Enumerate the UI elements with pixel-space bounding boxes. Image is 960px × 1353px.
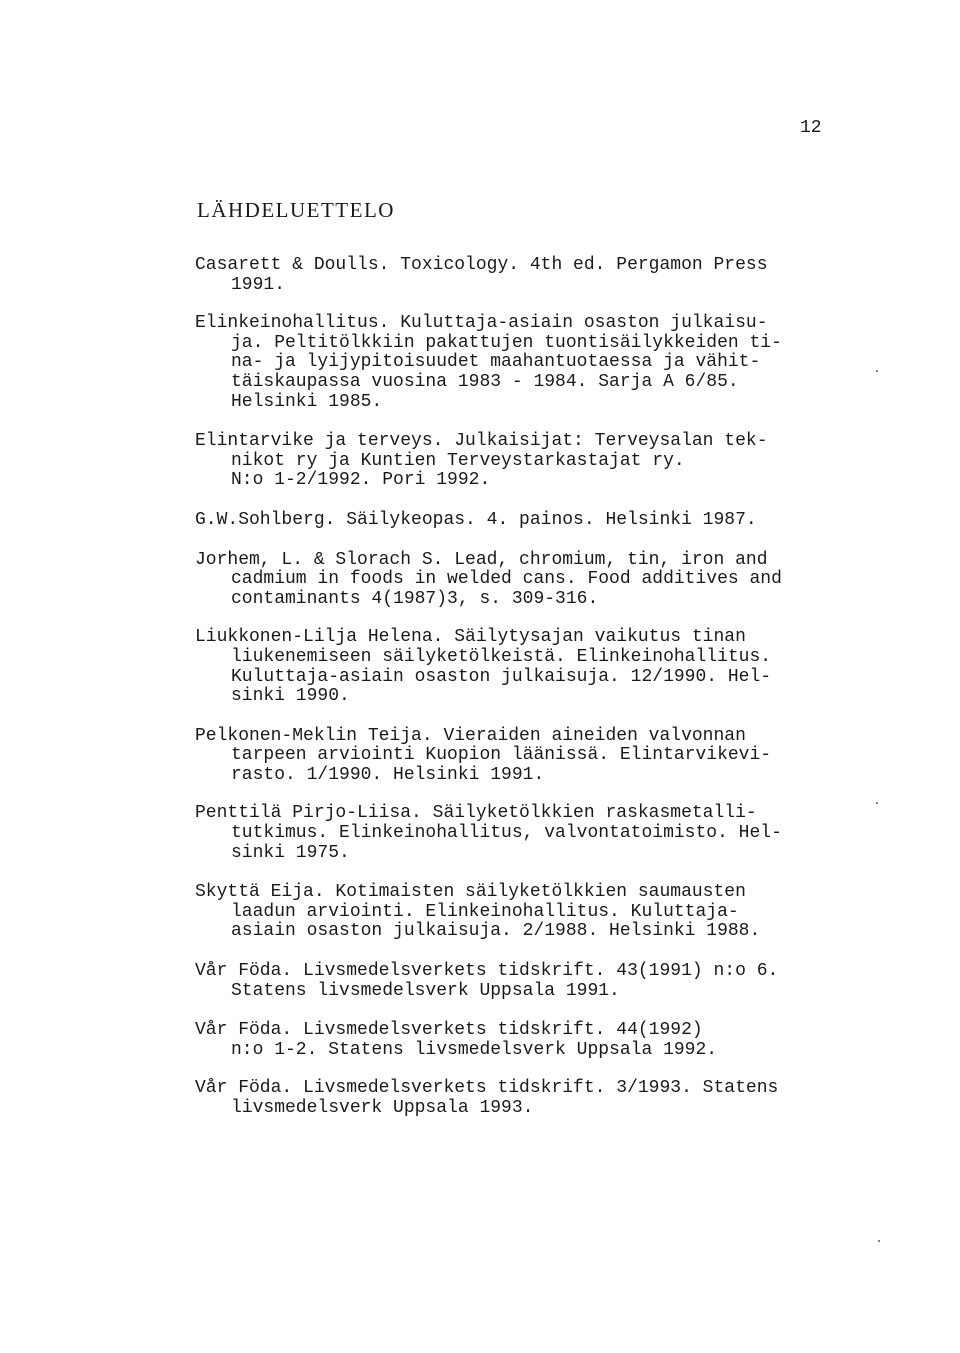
reference-line: tarpeen arviointi Kuopion läänissä. Elintarvikevi- — [231, 745, 772, 766]
reference-line: contaminants 4(1987)3, s. 309-316. — [231, 588, 599, 609]
reference-entry — [195, 314, 845, 412]
reference-line: ja. Peltitölkkiin pakattujen tuontisäilykkeiden ti- — [231, 332, 782, 353]
reference-entry — [195, 1079, 845, 1118]
reference-entry — [195, 883, 845, 942]
reference-line: Skyttä Eija. Kotimaisten säilyketölkkien saumausten — [195, 882, 746, 903]
reference-entry — [195, 511, 845, 531]
reference-line: Kuluttaja-asiain osaston julkaisuja. 12/1990. Hel- — [231, 666, 772, 687]
reference-line: sinki 1975. — [231, 842, 350, 863]
scan-speck — [878, 1240, 880, 1242]
reference-list — [195, 256, 845, 1119]
scan-speck — [876, 370, 878, 372]
reference-line: rasto. 1/1990. Helsinki 1991. — [231, 764, 545, 785]
reference-line: Casarett & Doulls. Toxicology. 4th ed. Pergamon Press — [195, 255, 768, 275]
reference-entry — [195, 551, 845, 610]
reference-entry — [195, 628, 845, 706]
reference-entry — [195, 256, 845, 295]
reference-line: Vår Föda. Livsmedelsverkets tidskrift. 3/1993. Statens — [195, 1078, 779, 1099]
reference-entry — [195, 1021, 845, 1060]
reference-line: laadun arviointi. Elinkeinohallitus. Kuluttaja- — [231, 901, 739, 922]
reference-line: Helsinki 1985. — [231, 391, 383, 412]
reference-line: täiskaupassa vuosina 1983 - 1984. Sarja A 6/85. — [231, 371, 739, 392]
reference-entry — [195, 804, 845, 863]
reference-line: N:o 1-2/1992. Pori 1992. — [231, 470, 491, 491]
reference-line: liukenemiseen säilyketölkeistä. Elinkeinohallitus. — [231, 646, 772, 667]
reference-line: na- ja lyijypitoisuudet maahantuotaessa ja vähit- — [231, 352, 761, 373]
reference-line: livsmedelsverk Uppsala 1993. — [231, 1098, 534, 1118]
scan-speck — [876, 802, 878, 804]
reference-line: Liukkonen-Lilja Helena. Säilytysajan vaikutus tinan — [195, 627, 746, 648]
page-title: LÄHDELUETTELO — [197, 198, 395, 222]
reference-line: 1991. — [231, 274, 286, 295]
reference-line: cadmium in foods in welded cans. Food additives and — [231, 569, 782, 590]
reference-line: G.W.Sohlberg. Säilykeopas. 4. painos. Helsinki 1987. — [195, 509, 757, 530]
reference-line: nikot ry ja Kuntien Terveystarkastajat ry. — [231, 450, 685, 471]
reference-line: tutkimus. Elinkeinohallitus, valvontatoimisto. Hel- — [231, 823, 782, 844]
reference-entry — [195, 432, 845, 491]
reference-line: Elintarvike ja terveys. Julkaisijat: Terveysalan tek- — [195, 431, 768, 452]
page-number: 12 — [800, 118, 822, 138]
reference-line: asiain osaston julkaisuja. 2/1988. Helsinki 1988. — [231, 921, 761, 942]
reference-line: Vår Föda. Livsmedelsverkets tidskrift. 43(1991) n:o 6. — [195, 961, 779, 982]
reference-line: n:o 1-2. Statens livsmedelsverk Uppsala 1992. — [231, 1039, 718, 1060]
reference-line: Jorhem, L. & Slorach S. Lead, chromium, tin, iron and — [195, 549, 768, 570]
reference-line: Elinkeinohallitus. Kuluttaja-asiain osaston julkaisu- — [195, 313, 768, 334]
reference-entry — [195, 727, 845, 786]
reference-line: Penttilä Pirjo-Liisa. Säilyketölkkien raskasmetalli- — [195, 803, 757, 824]
reference-line: Vår Föda. Livsmedelsverkets tidskrift. 44(1992) — [195, 1020, 703, 1041]
reference-line: sinki 1990. — [231, 686, 350, 707]
reference-line: Statens livsmedelsverk Uppsala 1991. — [231, 980, 620, 1001]
reference-line: Pelkonen-Meklin Teija. Vieraiden aineiden valvonnan — [195, 725, 746, 746]
reference-entry — [195, 962, 845, 1001]
